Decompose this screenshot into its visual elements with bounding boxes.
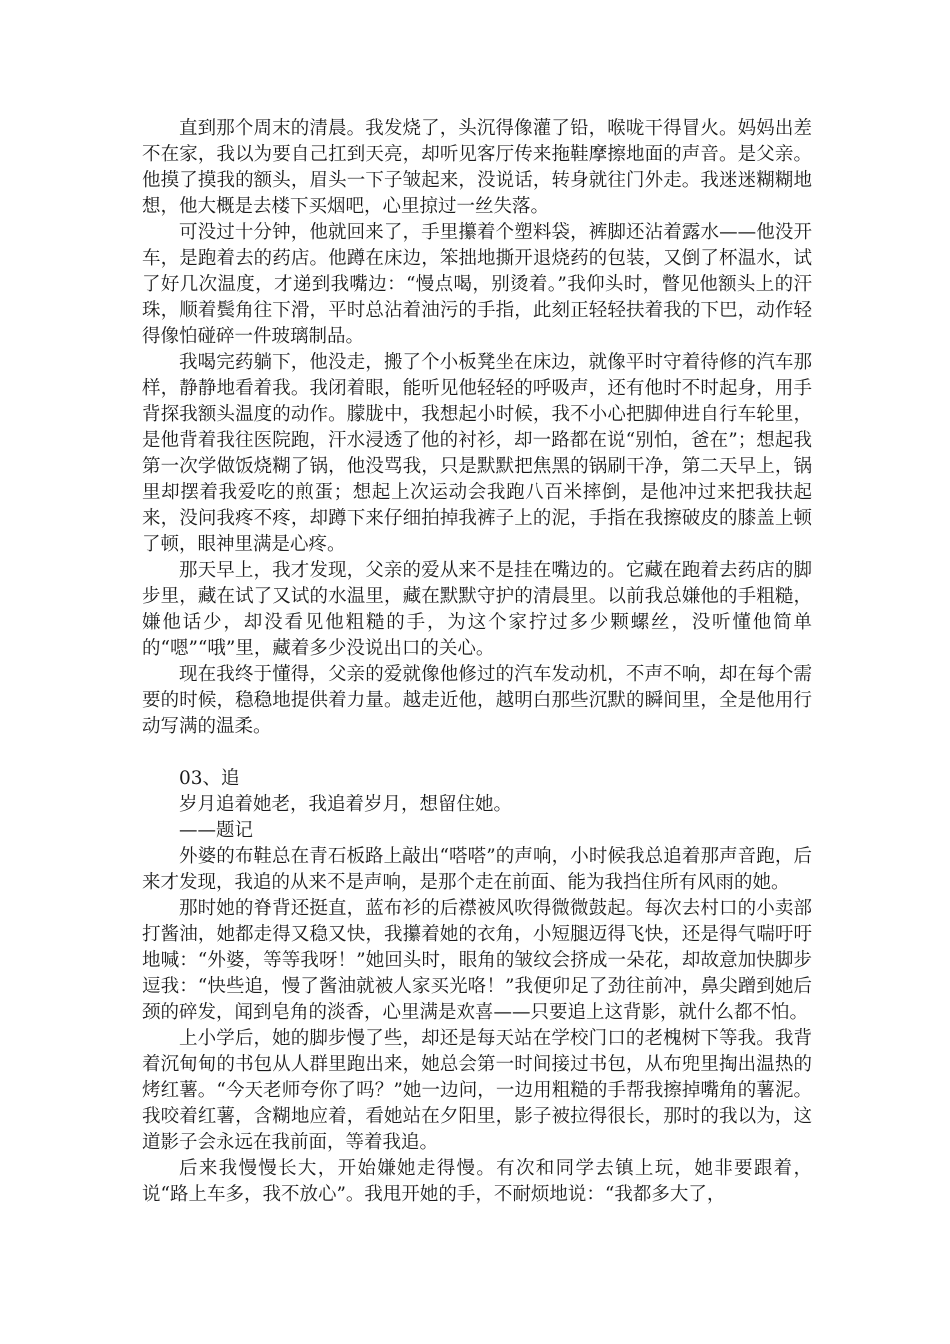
body-paragraph: 可没过十分钟，他就回来了，手里攥着个塑料袋，裤脚还沾着露水——他没开车，是跑着去的药店。他蹲在床边，笨拙地撕开退烧药的包装，又倒了杯温水，试了好几次温度，才递到我嘴边：“慢点喝，别烫着。”我仰头时，瞥见他额头上的汗珠，顺着鬓角往下滑，平时总沾着油污的手指，此刻正轻轻扶着我的下巴，动作轻得像怕碰碎一件玻璃制品。	[142, 222, 812, 347]
body-paragraph: 上小学后，她的脚步慢了些，却还是每天站在学校门口的老槐树下等我。我背着沉甸甸的书包从人群里跑出来，她总会第一时间接过书包，从布兜里掏出温热的烤红薯。“今天老师夸你了吗？”她一边问，一边用粗糙的手帮我擦掉嘴角的薯泥。我咬着红薯，含糊地应着，看她站在夕阳里，影子被拉得很长，那时的我以为，这道影子会永远在我前面，等着我追。	[142, 1028, 812, 1153]
section-heading: 03、追	[179, 768, 240, 789]
epigraph-source: ——题记	[179, 820, 254, 841]
body-paragraph: 后来我慢慢长大，开始嫌她走得慢。有次和同学去镇上玩，她非要跟着，说“路上车多，我不放心”。我甩开她的手，不耐烦地说：“我都多大了，	[142, 1158, 812, 1205]
section-spacer	[142, 740, 812, 766]
body-paragraph: 那天早上，我才发现，父亲的爱从来不是挂在嘴边的。它藏在跑着去药店的脚步里，藏在试了又试的水温里，藏在默默守护的清晨里。以前我总嫌他的手粗糙，嫌他话少，却没看见他粗糙的手，为这个家拧过多少颗螺丝，没听懂他简单的“嗯”“哦”里，藏着多少没说出口的关心。	[142, 560, 812, 659]
body-paragraph: 外婆的布鞋总在青石板路上敲出“嗒嗒”的声响，小时候我总追着那声音跑，后来才发现，我追的从来不是声响，是那个走在前面、能为我挡住所有风雨的她。	[142, 846, 812, 893]
epigraph: 岁月追着她老，我追着岁月，想留住她。	[179, 794, 513, 815]
document-page	[142, 116, 812, 1208]
body-paragraph: 那时她的脊背还挺直，蓝布衫的后襟被风吹得微微鼓起。每次去村口的小卖部打酱油，她都走得又稳又快，我攥着她的衣角，小短腿迈得飞快，还是得气喘吁吁地喊：“外婆，等等我呀！”她回头时，眼角的皱纹会挤成一朵花，却故意加快脚步逗我：“快些追，慢了酱油就被人家买光咯！”我便卯足了劲往前冲，鼻尖蹭到她后颈的碎发，闻到皂角的淡香，心里满是欢喜——只要追上这背影，就什么都不怕。	[142, 898, 812, 1023]
body-paragraph: 我喝完药躺下，他没走，搬了个小板凳坐在床边，就像平时守着待修的汽车那样，静静地看着我。我闭着眼，能听见他轻轻的呼吸声，还有他时不时起身，用手背探我额头温度的动作。朦胧中，我想起小时候，我不小心把脚伸进自行车轮里，是他背着我往医院跑，汗水浸透了他的衬衫，却一路都在说“别怕，爸在”；想起我第一次学做饭烧糊了锅，他没骂我，只是默默把焦黑的锅刷干净，第二天早上，锅里却摆着我爱吃的煎蛋；想起上次运动会我跑八百米摔倒，是他冲过来把我扶起来，没问我疼不疼，却蹲下来仔细拍掉我裤子上的泥，手指在我擦破皮的膝盖上顿了顿，眼神里满是心疼。	[142, 352, 812, 555]
body-paragraph: 直到那个周末的清晨。我发烧了，头沉得像灌了铅，喉咙干得冒火。妈妈出差不在家，我以为要自己扛到天亮，却听见客厅传来拖鞋摩擦地面的声音。是父亲。他摸了摸我的额头，眉头一下子皱起来，没说话，转身就往门外走。我迷迷糊糊地想，他大概是去楼下买烟吧，心里掠过一丝失落。	[142, 118, 812, 217]
body-paragraph: 现在我终于懂得，父亲的爱就像他修过的汽车发动机，不声不响，却在每个需要的时候，稳稳地提供着力量。越走近他，越明白那些沉默的瞬间里，全是他用行动写满的温柔。	[142, 664, 812, 737]
